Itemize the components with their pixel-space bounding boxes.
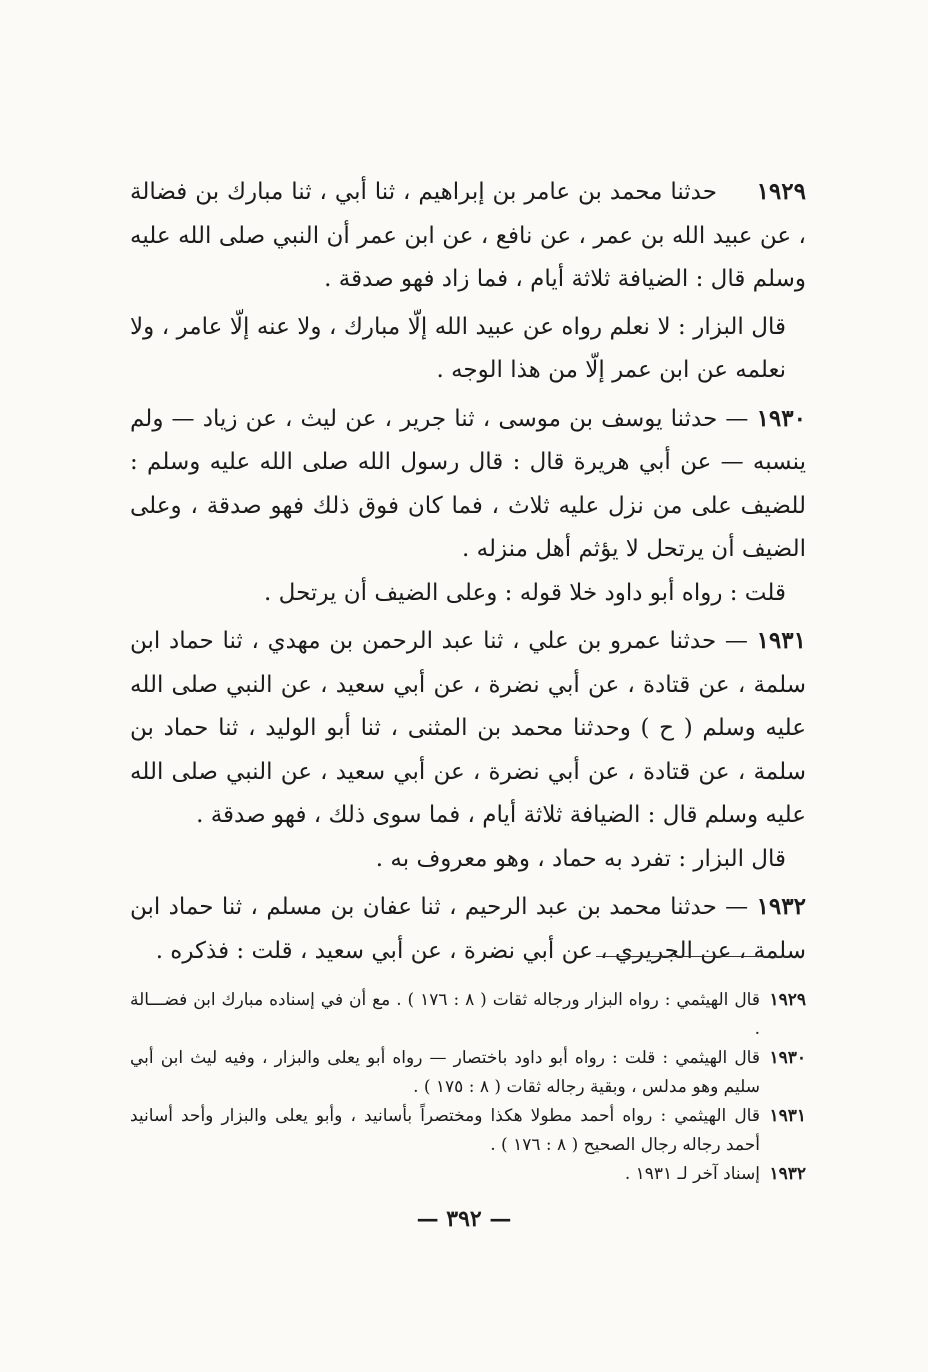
hadith-text: — حدثنا عمرو بن علي ، ثنا عبد الرحمن بن مهدي ، ثنا حماد ابن سلمة ، عن قتادة ، عن أبي نضرة ، عن أبي سعيد ، عن النبي صلى الله عليه وسلم ( ح ) وحدثنا محمد بن المثنى ، ثنا أبو الوليد ، ثنا حماد بن سلمة ، عن قتادة ، عن أبي نضرة ، عن أبي سعيد ، عن النبي صلى الله عليه وسلم قال : الضيافة ثلاثة أيام ، فما سوى ذلك ، فهو صدقة . [130, 628, 806, 828]
footnote-separator [596, 956, 788, 957]
footnote [130, 1160, 806, 1189]
hadith-comment: قال البزار : تفرد به حماد ، وهو معروف به . [375, 845, 786, 872]
footnote-text: قال الهيثمي : رواه أحمد مطولا هكذا ومختصراً بأسانيد ، وأبو يعلى والبزار وأحد أسانيد أحمد رجاله رجال الصحيح ( ٨ : ١٧٦ ) . [130, 1106, 760, 1155]
footnote [130, 986, 806, 1044]
hadith-number: ١٩٢٩ [756, 178, 806, 205]
footnote-number: ١٩٣٠ [769, 1048, 806, 1068]
hadith-text: حدثنا محمد بن عامر بن إبراهيم ، ثنا أبي ، ثنا مبارك بن فضالة ، عن عبيد الله بن عمر ، عن نافع ، عن ابن عمر أن النبي صلى الله عليه وسلم قال : الضيافة ثلاثة أيام ، فما زاد فهو صدقة . [130, 179, 806, 292]
hadith-text: — حدثنا محمد بن عبد الرحيم ، ثنا عفان بن مسلم ، ثنا حماد ابن سلمة ، عن الجريري ، عن أبي نضرة ، عن أبي سعيد ، قلت : فذكره . [130, 894, 806, 964]
footnote-text: إسناد آخر لـ ١٩٣١ . [624, 1164, 760, 1184]
main-text [130, 170, 806, 973]
footnote [130, 1044, 806, 1102]
footnote-text: قال الهيثمي : قلت : رواه أبو داود باختصار — رواه أبو يعلى والبزار ، وفيه ليث ابن أبي سليم وهو مدلس ، وبقية رجاله ثقات ( ٨ : ١٧٥ ) . [130, 1048, 760, 1097]
hadith-1930 [130, 397, 806, 572]
footnote-number: ١٩٣٢ [769, 1164, 806, 1184]
footnotes [130, 986, 806, 1189]
page-number: — ٣٩٢ — [416, 1206, 512, 1232]
hadith-1931 [130, 619, 806, 838]
hadith-text: — حدثنا يوسف بن موسى ، ثنا جرير ، عن ليث ، عن زياد — ولم ينسبه — عن أبي هريرة قال : قال رسول الله صلى الله عليه وسلم : للضيف على من نزل عليه ثلاث ، فما كان فوق ذلك فهو صدقة ، وعلى الضيف أن يرتحل لا يؤثم أهل منزله . [130, 405, 806, 562]
footnote [130, 1102, 806, 1160]
footnote-number: ١٩٣١ [769, 1106, 806, 1126]
hadith-comment: قلت : رواه أبو داود خلا قوله : وعلى الضيف أن يرتحل . [264, 579, 786, 606]
hadith-comment: قال البزار : لا نعلم رواه عن عبيد الله إلّا مبارك ، ولا عنه إلّا عامر ، ولا نعلمه عن ابن عمر إلّا من هذا الوجه . [130, 313, 786, 383]
hadith-number: ١٩٣١ [756, 627, 806, 654]
footnote-text: قال الهيثمي : رواه البزار ورجاله ثقات ( ٨ : ١٧٦ ) . مع أن في إسناده مبارك ابن فضـــالة . [130, 990, 760, 1039]
footnote-number: ١٩٢٩ [769, 990, 806, 1010]
hadith-number: ١٩٣٢ [756, 893, 806, 920]
hadith-1929 [130, 170, 806, 302]
hadith-1932 [130, 885, 806, 973]
hadith-number: ١٩٣٠ [756, 404, 806, 432]
